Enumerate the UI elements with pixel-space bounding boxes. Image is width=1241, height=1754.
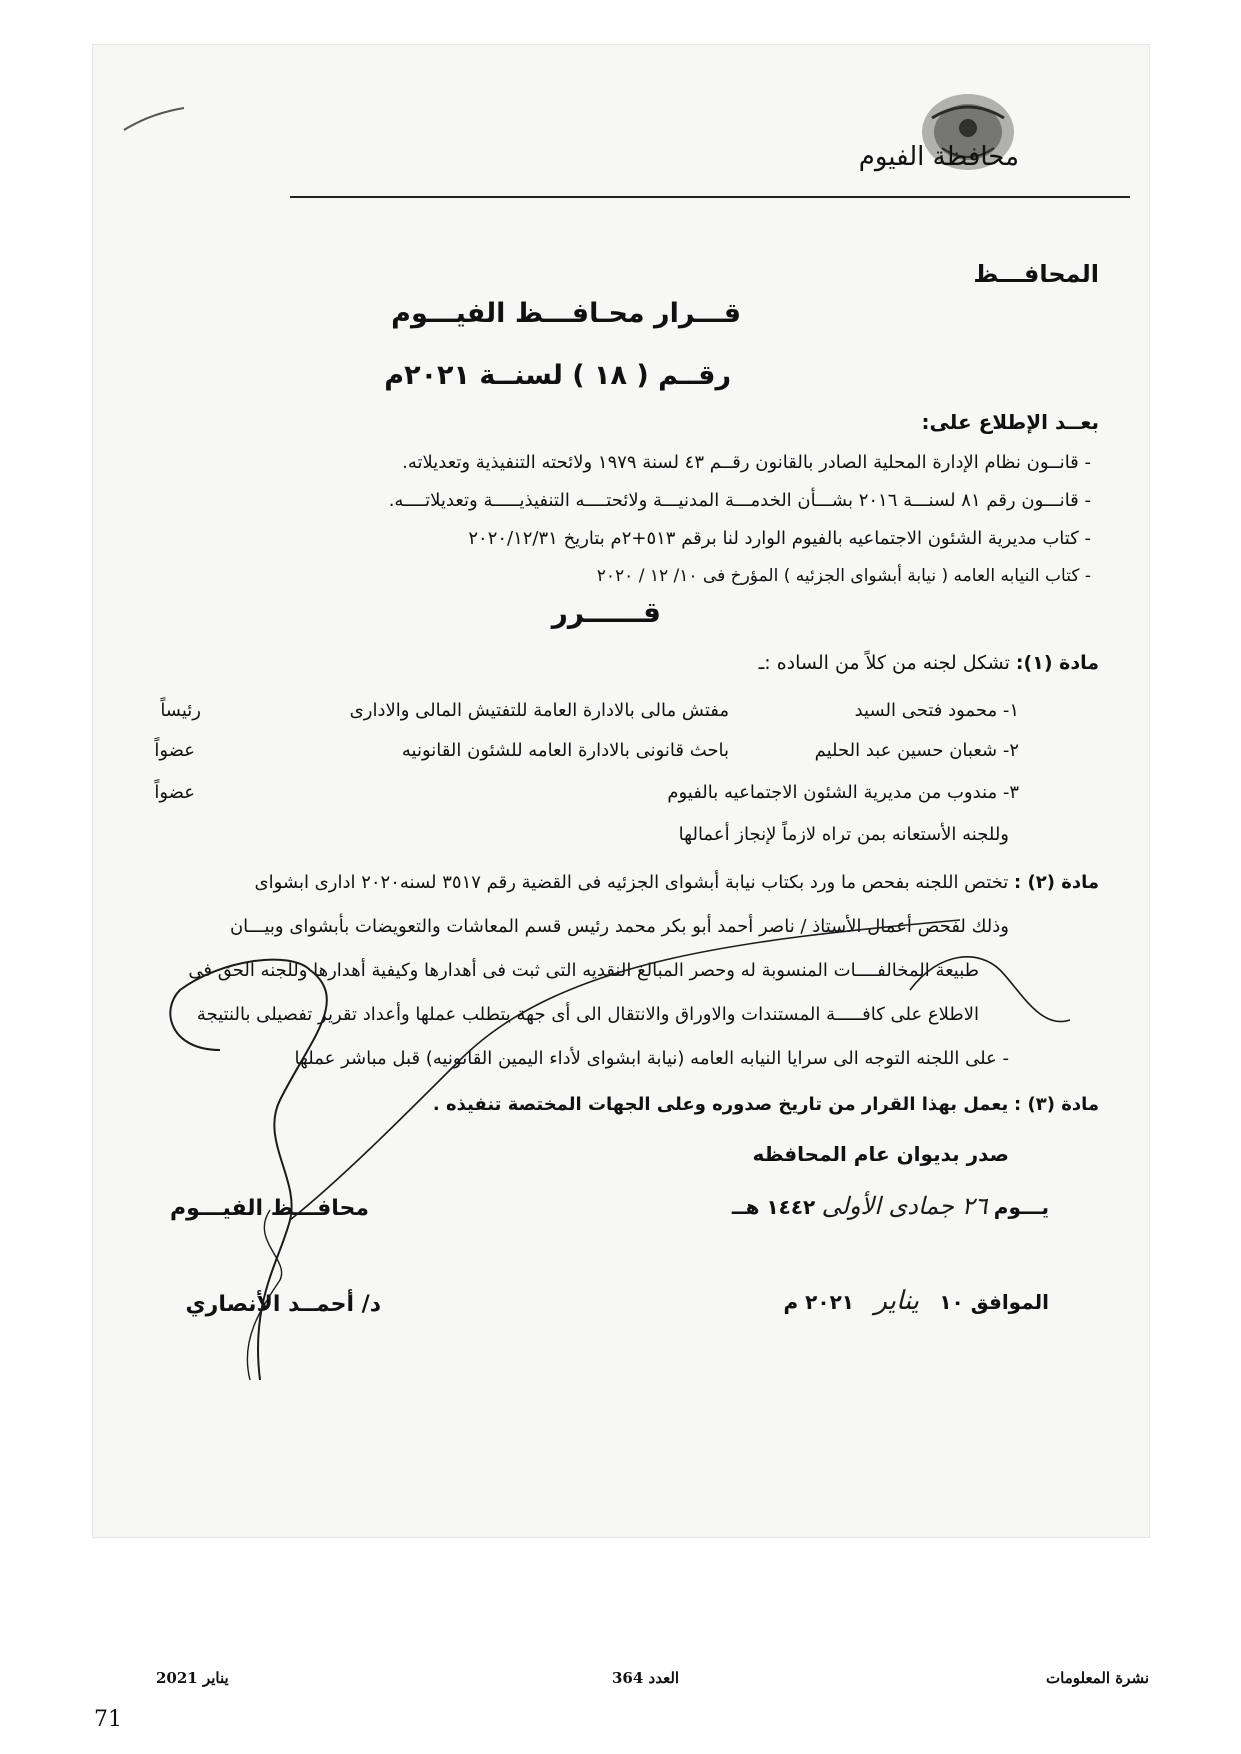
- article-2-line: - على اللجنه التوجه الى سرايا النيابه العامه (نيابة ابشواى لأداء اليمين القانونيه) قبل مباشر عملها: [294, 1048, 1009, 1069]
- article-2-line: الاطلاع على كافـــــة المستندات والاوراق والانتقال الى أى جهة يتطلب عملها وأعداد تقرير تفصيلى بالنتيجة: [196, 1004, 979, 1025]
- greg-handwritten: يناير: [874, 1286, 919, 1316]
- member-name: ٢- شعبان حسين عبد الحليم: [814, 740, 1019, 761]
- article-2-line: وذلك لفحص أعمال الأستاذ / ناصر أحمد أبو بكر محمد رئيس قسم المعاشات والتعويضات بأبشواى وبيـــان: [229, 916, 1009, 937]
- article-2-label: مادة (٢) :: [1014, 872, 1099, 893]
- preamble-heading: بعــد الإطلاع على:: [921, 410, 1099, 434]
- decree-title: قـــرار محـافـــظ الفيـــوم: [391, 298, 741, 329]
- member-position: عضواً: [154, 782, 195, 803]
- office-title: المحافـــظ: [973, 260, 1099, 288]
- signatory-name: د/ أحمــد الأنصاري: [185, 1292, 381, 1317]
- member-position: رئيساً: [160, 700, 201, 721]
- member-position: عضواً: [154, 740, 195, 761]
- org-name: محافظة الفيوم: [858, 142, 1019, 172]
- member-role: باحث قانونى بالادارة العامه للشئون القانونيه: [401, 740, 729, 761]
- preamble-item: - قانـــون رقم ٨١ لسنـــة ٢٠١٦ بشـــأن الخدمـــة المدنيـــة ولائحتــــه التنفيذيـــــة وتعديلاتــــه.: [388, 490, 1091, 511]
- hijri-date: [732, 1192, 1049, 1220]
- decree-number: رقــم ( ١٨ ) لسنــة ٢٠٢١م: [384, 360, 731, 391]
- article-3-label: مادة (٣) :: [1014, 1094, 1099, 1115]
- article-2-line: طبيعة المخالفــــات المنسوبة له وحصر المبالغ النقديه التى ثبت فى أهدارها وكيفية أهدارها وللجنه الحق فى: [188, 960, 979, 981]
- member-name: ١- محمود فتحى السيد: [854, 700, 1019, 721]
- header-divider: [290, 196, 1130, 198]
- preamble-item: - كتاب مديرية الشئون الاجتماعيه بالفيوم الوارد لنا برقم ٥١٣+٢م بتاريخ ٢٠٢٠/١٢/٣١: [468, 528, 1091, 549]
- page-number: 71: [94, 1707, 122, 1732]
- article-3: [433, 1094, 1099, 1115]
- member-role: مفتش مالى بالادارة العامة للتفتيش المالى والادارى: [349, 700, 729, 721]
- footer-issue: العدد 364: [612, 1669, 680, 1687]
- gregorian-date: [784, 1286, 1049, 1316]
- greg-prefix: الموافق ١٠: [939, 1290, 1049, 1314]
- footer-date: يناير 2021: [156, 1669, 229, 1687]
- article-1-label: مادة (١):: [1015, 652, 1099, 674]
- article-3-text: يعمل بهذا القرار من تاريخ صدوره وعلى الجهات المختصة تنفيذه .: [432, 1094, 1009, 1115]
- article-2-line: [255, 872, 1100, 893]
- issued-at: صدر بديوان عام المحافظه: [752, 1142, 1009, 1166]
- article-2-text: تختص اللجنه بفحص ما ورد بكتاب نيابة أبشواى الجزئيه فى القضية رقم ٣٥١٧ لسنه٢٠٢٠ ادارى ابشواى: [254, 872, 1009, 893]
- hijri-prefix: يـــوم: [993, 1195, 1049, 1219]
- member-name: ٣- مندوب من مديرية الشئون الاجتماعيه بالفيوم: [667, 782, 1019, 803]
- hijri-handwritten: ٢٦ جمادى الأولى: [821, 1192, 988, 1220]
- decides-heading: قــــــرر: [551, 596, 661, 629]
- preamble-item: - كتاب النيابه العامه ( نيابة أبشواى الجزئيه ) المؤرخ فى ١٠/ ١٢ / ٢٠٢٠: [596, 566, 1091, 586]
- article-1-assist: وللجنه الأستعانه بمن تراه لازماً لإنجاز أعمالها: [678, 824, 1009, 845]
- article-1-text: تشكل لجنه من كلاً من الساده :ـ: [758, 652, 1010, 674]
- greg-year: ٢٠٢١ م: [783, 1290, 854, 1314]
- footer-publication: نشرة المعلومات: [1046, 1669, 1150, 1687]
- signatory-title: محافـــظ الفيـــوم: [169, 1196, 369, 1221]
- article-1: [759, 652, 1099, 674]
- preamble-item: - قانــون نظام الإدارة المحلية الصادر بالقانون رقــم ٤٣ لسنة ١٩٧٩ ولائحته التنفيذية وتعديلاته.: [402, 452, 1091, 473]
- hijri-year: ١٤٤٢ هــ: [731, 1195, 816, 1219]
